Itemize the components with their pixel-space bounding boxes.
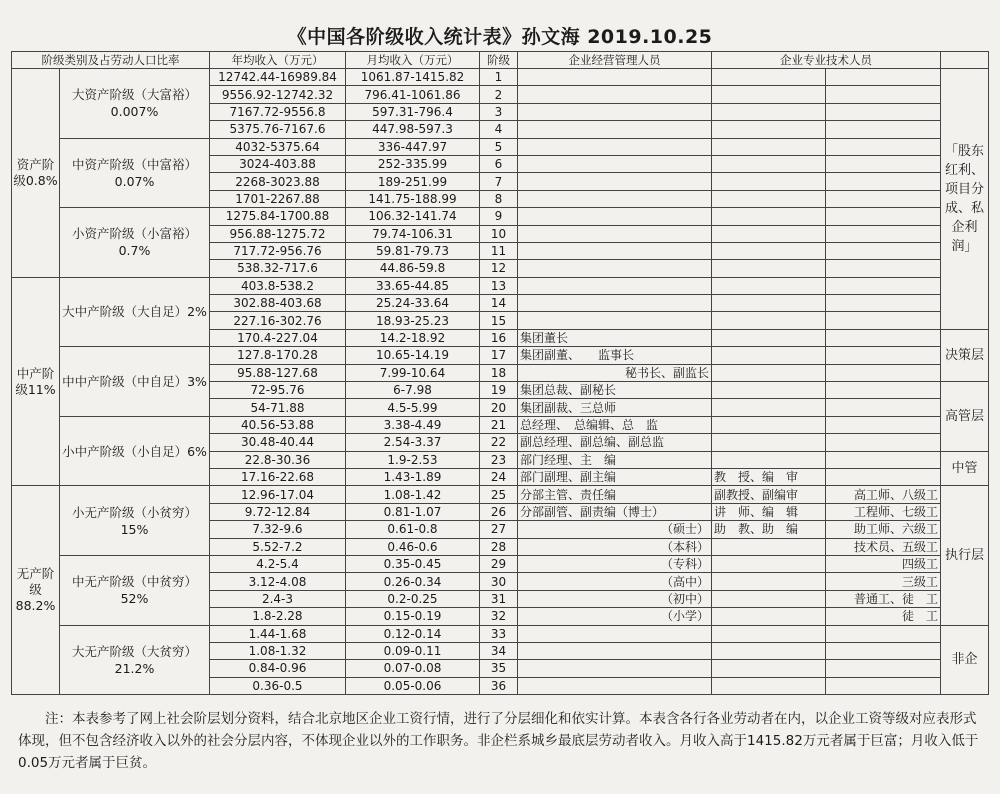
level-number: 29: [480, 555, 518, 572]
annual-income: 538.32-717.6: [210, 260, 346, 277]
level-number: 10: [480, 225, 518, 242]
annual-income: 22.8-30.36: [210, 451, 346, 468]
group-label: 大资产阶级（大富裕）0.007%: [60, 69, 210, 139]
annual-income: 54-71.88: [210, 399, 346, 416]
monthly-income: 0.05-0.06: [346, 677, 480, 694]
annual-income: 3024-403.88: [210, 155, 346, 172]
tech-position-b: [826, 173, 941, 190]
tech-position-b: [826, 451, 941, 468]
tech-position-a: [712, 399, 826, 416]
monthly-income: 0.26-0.34: [346, 573, 480, 590]
level-number: 2: [480, 86, 518, 103]
monthly-income: 14.2-18.92: [346, 329, 480, 346]
tech-position-a: [712, 103, 826, 120]
level-number: 14: [480, 295, 518, 312]
tech-position-a: [712, 416, 826, 433]
tech-position-b: 工程师、七级工: [826, 503, 941, 520]
tech-position-b: [826, 434, 941, 451]
mgmt-position: [518, 642, 712, 659]
level-number: 36: [480, 677, 518, 694]
mgmt-position: [518, 138, 712, 155]
mgmt-position: （专科）: [518, 555, 712, 572]
footnote: 注：本表参考了网上社会阶层划分资料，结合北京地区企业工资行情，进行了分层细化和依实计算。本表含各行各业劳动者在内，以企业工资等级对应表形式体现，但不包含经济收入以外的社会分层内容，不体现企业以外的工作职务。非企栏系城乡最底层劳动者收入。月收入高于1415.82万元者属于巨富；月收入低于0.05万元者属于巨贫。: [18, 711, 979, 771]
mgmt-position: [518, 190, 712, 207]
tech-position-a: [712, 434, 826, 451]
tech-position-b: [826, 416, 941, 433]
side-label: 非企: [941, 625, 989, 695]
annual-income: 302.88-403.68: [210, 295, 346, 312]
tech-position-b: [826, 642, 941, 659]
class-label: 中产阶级11%: [12, 277, 60, 486]
monthly-income: 0.12-0.14: [346, 625, 480, 642]
tech-position-a: [712, 69, 826, 86]
annual-income: 12.96-17.04: [210, 486, 346, 503]
level-number: 8: [480, 190, 518, 207]
tech-position-a: [712, 295, 826, 312]
level-number: 19: [480, 382, 518, 399]
mgmt-position: 部门经理、主 编: [518, 451, 712, 468]
income-table-container: [11, 51, 988, 695]
tech-position-a: [712, 138, 826, 155]
tech-position-a: [712, 538, 826, 555]
mgmt-position: （本科）: [518, 538, 712, 555]
level-number: 34: [480, 642, 518, 659]
header-monthly: 月均收入（万元）: [346, 52, 480, 69]
tech-position-b: [826, 260, 941, 277]
mgmt-position: [518, 312, 712, 329]
tech-position-a: [712, 608, 826, 625]
group-label: 大无产阶级（大贫穷）21.2%: [60, 625, 210, 695]
monthly-income: 106.32-141.74: [346, 208, 480, 225]
monthly-income: 1.43-1.89: [346, 468, 480, 485]
tech-position-a: 副教授、副编审: [712, 486, 826, 503]
tech-position-a: [712, 329, 826, 346]
tech-position-a: 助 教、助 编: [712, 521, 826, 538]
mgmt-position: （小学）: [518, 608, 712, 625]
mgmt-position: [518, 625, 712, 642]
side-label: 执行层: [941, 486, 989, 625]
table-row: [12, 555, 989, 572]
tech-position-b: [826, 86, 941, 103]
tech-position-b: 助工师、六级工: [826, 521, 941, 538]
tech-position-a: [712, 173, 826, 190]
group-label: 中中产阶级（中自足）3%: [60, 347, 210, 417]
header-row: [12, 52, 989, 69]
tech-position-b: [826, 660, 941, 677]
header-side: [941, 52, 989, 69]
annual-income: 7.32-9.6: [210, 521, 346, 538]
annual-income: 30.48-40.44: [210, 434, 346, 451]
annual-income: 9556.92-12742.32: [210, 86, 346, 103]
tech-position-b: [826, 103, 941, 120]
monthly-income: 597.31-796.4: [346, 103, 480, 120]
tech-position-a: [712, 86, 826, 103]
tech-position-b: [826, 295, 941, 312]
tech-position-a: [712, 242, 826, 259]
monthly-income: 25.24-33.64: [346, 295, 480, 312]
level-number: 16: [480, 329, 518, 346]
tech-position-b: [826, 677, 941, 694]
tech-position-b: 普通工、徒 工: [826, 590, 941, 607]
monthly-income: 44.86-59.8: [346, 260, 480, 277]
level-number: 32: [480, 608, 518, 625]
header-mgmt: 企业经营管理人员: [518, 52, 712, 69]
group-label: 中无产阶级（中贫穷）52%: [60, 555, 210, 625]
level-number: 18: [480, 364, 518, 381]
monthly-income: 0.81-1.07: [346, 503, 480, 520]
tech-position-b: 技术员、五级工: [826, 538, 941, 555]
mgmt-position: （初中）: [518, 590, 712, 607]
tech-position-b: [826, 69, 941, 86]
mgmt-position: [518, 677, 712, 694]
monthly-income: 141.75-188.99: [346, 190, 480, 207]
tech-position-b: [826, 399, 941, 416]
tech-position-b: [826, 277, 941, 294]
tech-position-b: [826, 625, 941, 642]
level-number: 24: [480, 468, 518, 485]
monthly-income: 6-7.98: [346, 382, 480, 399]
monthly-income: 18.93-25.23: [346, 312, 480, 329]
level-number: 11: [480, 242, 518, 259]
monthly-income: 0.09-0.11: [346, 642, 480, 659]
mgmt-position: [518, 208, 712, 225]
tech-position-a: 教 授、编 审: [712, 468, 826, 485]
tech-position-b: 四级工: [826, 555, 941, 572]
monthly-income: 0.2-0.25: [346, 590, 480, 607]
mgmt-position: [518, 277, 712, 294]
annual-income: 0.36-0.5: [210, 677, 346, 694]
level-number: 15: [480, 312, 518, 329]
mgmt-position: [518, 103, 712, 120]
monthly-income: 1.9-2.53: [346, 451, 480, 468]
tech-position-a: [712, 121, 826, 138]
level-number: 4: [480, 121, 518, 138]
level-number: 28: [480, 538, 518, 555]
income-table: [11, 51, 989, 695]
tech-position-a: [712, 677, 826, 694]
annual-income: 40.56-53.88: [210, 416, 346, 433]
annual-income: 1.08-1.32: [210, 642, 346, 659]
level-number: 13: [480, 277, 518, 294]
annual-income: 12742.44-16989.84: [210, 69, 346, 86]
monthly-income: 0.35-0.45: [346, 555, 480, 572]
tech-position-b: 三级工: [826, 573, 941, 590]
monthly-income: 33.65-44.85: [346, 277, 480, 294]
table-row: [12, 625, 989, 642]
tech-position-a: [712, 347, 826, 364]
mgmt-position: 集团副裁、三总师: [518, 399, 712, 416]
tech-position-a: [712, 660, 826, 677]
level-number: 26: [480, 503, 518, 520]
tech-position-a: [712, 364, 826, 381]
tech-position-b: [826, 121, 941, 138]
tech-position-b: [826, 225, 941, 242]
level-number: 22: [480, 434, 518, 451]
annual-income: 17.16-22.68: [210, 468, 346, 485]
tech-position-b: [826, 364, 941, 381]
annual-income: 72-95.76: [210, 382, 346, 399]
mgmt-position: 集团董长: [518, 329, 712, 346]
header-annual: 年均收入（万元）: [210, 52, 346, 69]
side-label: 高管层: [941, 382, 989, 452]
monthly-income: 447.98-597.3: [346, 121, 480, 138]
tech-position-a: [712, 312, 826, 329]
mgmt-position: （硕士）: [518, 521, 712, 538]
tech-position-b: [826, 382, 941, 399]
annual-income: 4032-5375.64: [210, 138, 346, 155]
annual-income: 9.72-12.84: [210, 503, 346, 520]
annual-income: 3.12-4.08: [210, 573, 346, 590]
mgmt-position: [518, 121, 712, 138]
monthly-income: 336-447.97: [346, 138, 480, 155]
level-number: 31: [480, 590, 518, 607]
header-class: 阶级类别及占劳动人口比率: [12, 52, 210, 69]
tech-position-a: [712, 451, 826, 468]
annual-income: 1.44-1.68: [210, 625, 346, 642]
side-label: 决策层: [941, 329, 989, 381]
header-level: 阶级: [480, 52, 518, 69]
mgmt-position: [518, 155, 712, 172]
tech-position-a: [712, 225, 826, 242]
annual-income: 403.8-538.2: [210, 277, 346, 294]
tech-position-b: 徒 工: [826, 608, 941, 625]
tech-position-b: [826, 138, 941, 155]
tech-position-a: [712, 642, 826, 659]
group-label: 小资产阶级（小富裕）0.7%: [60, 208, 210, 278]
tech-position-a: 讲 师、编 辑: [712, 503, 826, 520]
table-row: [12, 416, 989, 433]
mgmt-position: 集团副董、 监事长: [518, 347, 712, 364]
mgmt-position: 集团总裁、副秘长: [518, 382, 712, 399]
mgmt-position: 副总经理、副总编、副总监: [518, 434, 712, 451]
mgmt-position: （高中）: [518, 573, 712, 590]
table-row: [12, 486, 989, 503]
tech-position-a: [712, 573, 826, 590]
level-number: 35: [480, 660, 518, 677]
monthly-income: 252-335.99: [346, 155, 480, 172]
monthly-income: 1061.87-1415.82: [346, 69, 480, 86]
annual-income: 227.16-302.76: [210, 312, 346, 329]
table-row: [12, 208, 989, 225]
mgmt-position: 部门副理、副主编: [518, 468, 712, 485]
tech-position-a: [712, 155, 826, 172]
tech-position-a: [712, 260, 826, 277]
tech-position-b: [826, 155, 941, 172]
table-row: [12, 138, 989, 155]
mgmt-position: 秘书长、副监长: [518, 364, 712, 381]
annual-income: 170.4-227.04: [210, 329, 346, 346]
page-title: 《中国各阶级收入统计表》孙文海 2019.10.25: [287, 26, 713, 48]
monthly-income: 59.81-79.73: [346, 242, 480, 259]
level-number: 5: [480, 138, 518, 155]
mgmt-position: [518, 225, 712, 242]
tech-position-b: [826, 312, 941, 329]
group-label: 小无产阶级（小贫穷）15%: [60, 486, 210, 556]
monthly-income: 0.07-0.08: [346, 660, 480, 677]
table-row: [12, 69, 989, 86]
monthly-income: 0.46-0.6: [346, 538, 480, 555]
level-number: 30: [480, 573, 518, 590]
level-number: 12: [480, 260, 518, 277]
tech-position-a: [712, 382, 826, 399]
tech-position-b: [826, 208, 941, 225]
annual-income: 1275.84-1700.88: [210, 208, 346, 225]
table-row: [12, 277, 989, 294]
tech-position-b: [826, 347, 941, 364]
monthly-income: 796.41-1061.86: [346, 86, 480, 103]
monthly-income: 4.5-5.99: [346, 399, 480, 416]
level-number: 17: [480, 347, 518, 364]
tech-position-a: [712, 190, 826, 207]
annual-income: 5.52-7.2: [210, 538, 346, 555]
tech-position-a: [712, 277, 826, 294]
tech-position-a: [712, 590, 826, 607]
monthly-income: 7.99-10.64: [346, 364, 480, 381]
level-number: 23: [480, 451, 518, 468]
class-label: 资产阶级0.8%: [12, 69, 60, 278]
tech-position-a: [712, 208, 826, 225]
class-label: 无产阶级88.2%: [12, 486, 60, 695]
level-number: 1: [480, 69, 518, 86]
monthly-income: 79.74-106.31: [346, 225, 480, 242]
level-number: 25: [480, 486, 518, 503]
tech-position-b: 高工师、八级工: [826, 486, 941, 503]
annual-income: 5375.76-7167.6: [210, 121, 346, 138]
monthly-income: 0.15-0.19: [346, 608, 480, 625]
mgmt-position: 分部副管、副责编（博士）: [518, 503, 712, 520]
tech-position-b: [826, 242, 941, 259]
mgmt-position: 分部主管、责任编: [518, 486, 712, 503]
tech-position-b: [826, 468, 941, 485]
annual-income: 1701-2267.88: [210, 190, 346, 207]
header-tech: 企业专业技术人员: [712, 52, 941, 69]
level-number: 6: [480, 155, 518, 172]
mgmt-position: [518, 260, 712, 277]
monthly-income: 189-251.99: [346, 173, 480, 190]
tech-position-a: [712, 625, 826, 642]
group-label: 大中产阶级（大自足）2%: [60, 277, 210, 347]
tech-position-a: [712, 555, 826, 572]
monthly-income: 2.54-3.37: [346, 434, 480, 451]
table-body: [12, 52, 989, 695]
monthly-income: 10.65-14.19: [346, 347, 480, 364]
annual-income: 7167.72-9556.8: [210, 103, 346, 120]
annual-income: 2268-3023.88: [210, 173, 346, 190]
mgmt-position: [518, 69, 712, 86]
mgmt-position: [518, 86, 712, 103]
level-number: 21: [480, 416, 518, 433]
mgmt-position: [518, 660, 712, 677]
mgmt-position: [518, 242, 712, 259]
level-number: 33: [480, 625, 518, 642]
mgmt-position: 总经理、 总编辑、总 监: [518, 416, 712, 433]
level-number: 27: [480, 521, 518, 538]
group-label: 小中产阶级（小自足）6%: [60, 416, 210, 486]
mgmt-position: [518, 173, 712, 190]
tech-position-b: [826, 190, 941, 207]
side-label: 中管: [941, 451, 989, 486]
side-label: 「股东红利、项目分成、私企利润」: [941, 69, 989, 330]
annual-income: 717.72-956.76: [210, 242, 346, 259]
annual-income: 95.88-127.68: [210, 364, 346, 381]
level-number: 20: [480, 399, 518, 416]
annual-income: 2.4-3: [210, 590, 346, 607]
annual-income: 0.84-0.96: [210, 660, 346, 677]
monthly-income: 3.38-4.49: [346, 416, 480, 433]
level-number: 9: [480, 208, 518, 225]
annual-income: 4.2-5.4: [210, 555, 346, 572]
monthly-income: 1.08-1.42: [346, 486, 480, 503]
annual-income: 1.8-2.28: [210, 608, 346, 625]
level-number: 3: [480, 103, 518, 120]
annual-income: 956.88-1275.72: [210, 225, 346, 242]
group-label: 中资产阶级（中富裕）0.07%: [60, 138, 210, 208]
table-row: [12, 347, 989, 364]
annual-income: 127.8-170.28: [210, 347, 346, 364]
level-number: 7: [480, 173, 518, 190]
mgmt-position: [518, 295, 712, 312]
tech-position-b: [826, 329, 941, 346]
monthly-income: 0.61-0.8: [346, 521, 480, 538]
